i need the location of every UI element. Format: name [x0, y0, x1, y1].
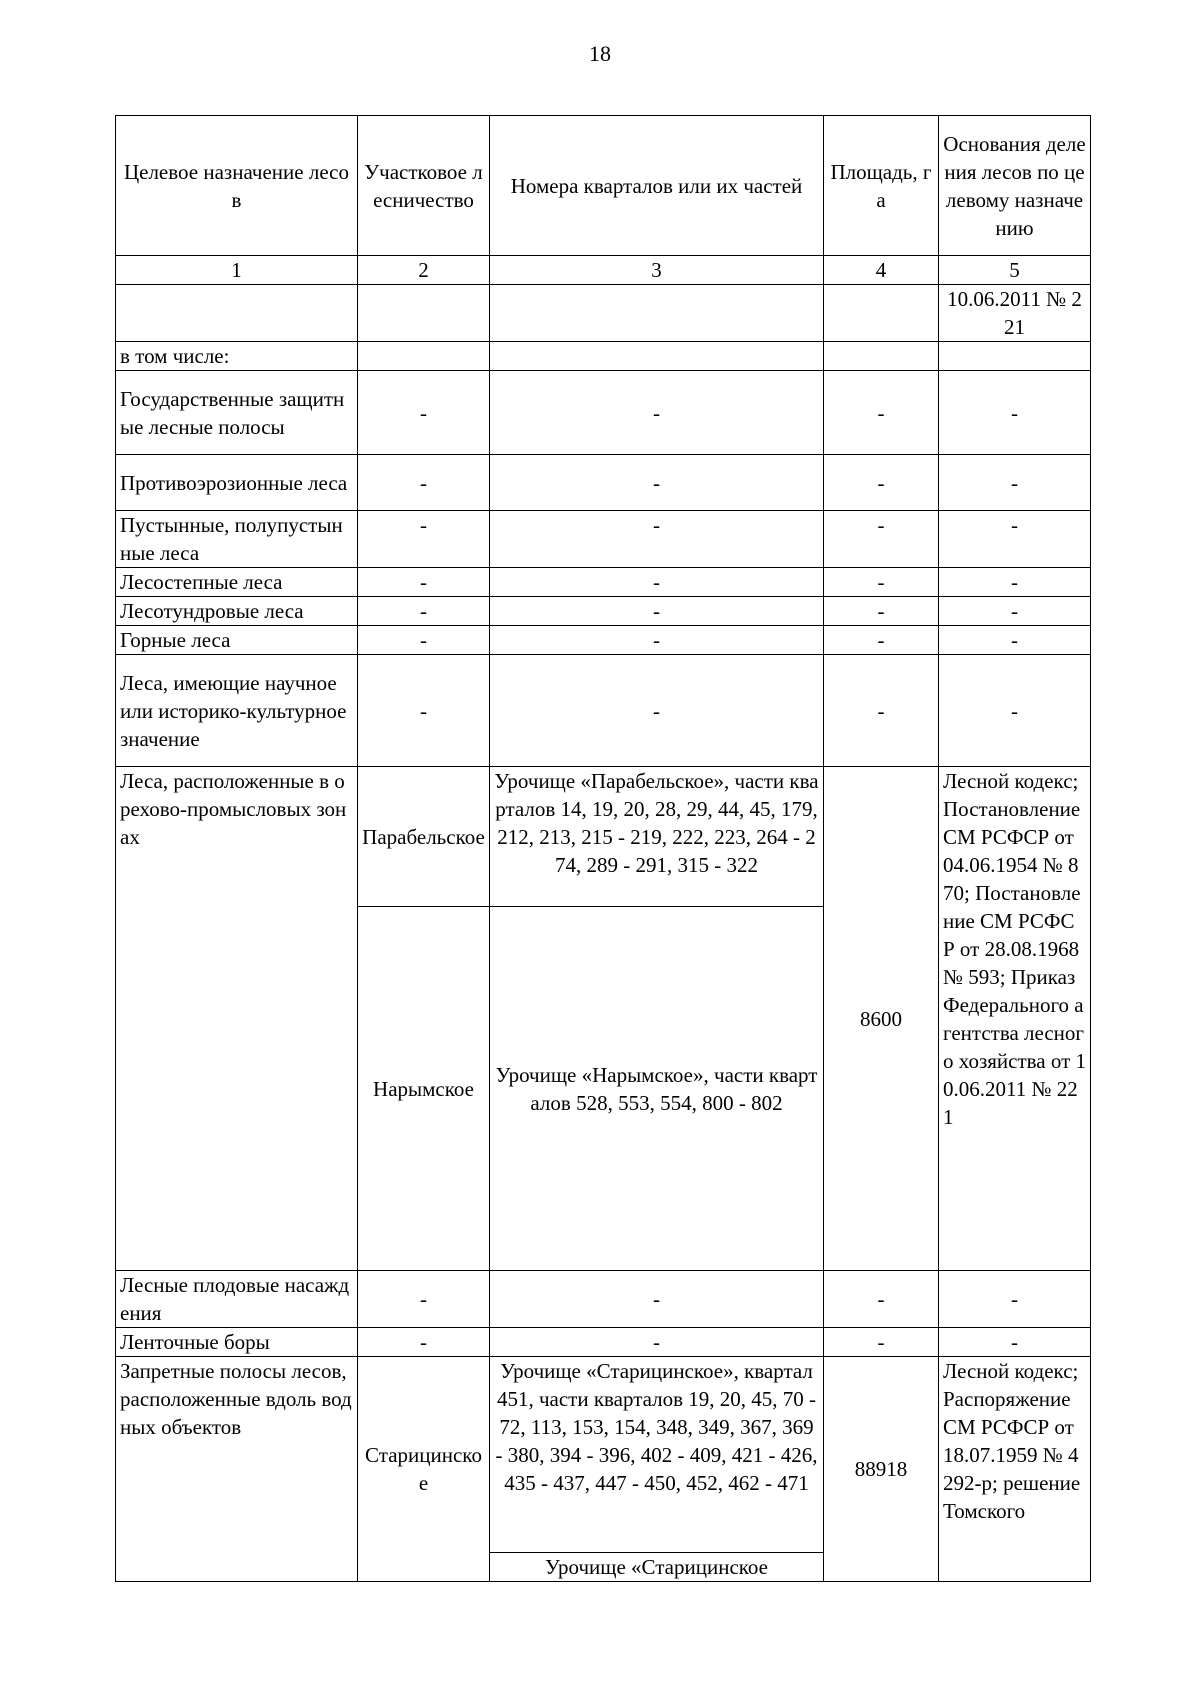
col-number-5: 5: [939, 256, 1091, 285]
table-row: [116, 1328, 1091, 1357]
column-number-row: [116, 256, 1091, 285]
basis-cell: -: [939, 511, 1091, 568]
basis-cell: Лесной кодекс; Постановление СМ РСФСР от 04.06.1954 № 870; Постановление СМ РСФСР от 28.08.1968 № 593; Приказ Федерального агентства лесного хозяйства от 10.06.2011 № 221: [939, 767, 1091, 1271]
purpose-cell: Лесотундровые леса: [116, 597, 358, 626]
col-number-4: 4: [824, 256, 939, 285]
col-number-2: 2: [358, 256, 490, 285]
basis-cell: -: [939, 1328, 1091, 1357]
area-cell: -: [824, 511, 939, 568]
quarters-cell: Урочище «Старицинское», квартал 451, части кварталов 19, 20, 45, 70 - 72, 113, 153, 154, 348, 349, 367, 369 - 380, 394 - 396, 402 - 409, 421 - 426, 435 - 437, 447 - 450, 452, 462 - 471: [490, 1357, 824, 1553]
table-row: [116, 767, 1091, 907]
area-cell: -: [824, 1271, 939, 1328]
purpose-cell: в том числе:: [116, 342, 358, 371]
header-purpose: Целевое назначение лесов: [116, 116, 358, 256]
area-cell: -: [824, 597, 939, 626]
basis-cell: -: [939, 626, 1091, 655]
area-cell: -: [824, 568, 939, 597]
basis-cell: -: [939, 655, 1091, 767]
col-number-3: 3: [490, 256, 824, 285]
table-row: [116, 1357, 1091, 1553]
basis-cell: -: [939, 568, 1091, 597]
forestry-cell: -: [358, 597, 490, 626]
forestry-cell: -: [358, 1271, 490, 1328]
table-row: [116, 655, 1091, 767]
area-cell: -: [824, 655, 939, 767]
basis-cell: -: [939, 455, 1091, 511]
purpose-cell: Леса, имеющие научное или историко-культурное значение: [116, 655, 358, 767]
quarters-cell: -: [490, 626, 824, 655]
quarters-cell: -: [490, 511, 824, 568]
quarters-cell: -: [490, 455, 824, 511]
quarters-cell: Урочище «Парабельское», части кварталов 14, 19, 20, 28, 29, 44, 45, 179, 212, 213, 215 - 219, 222, 223, 264 - 274, 289 - 291, 315 - 322: [490, 767, 824, 907]
area-cell: 8600: [824, 767, 939, 1271]
table-row: [116, 371, 1091, 455]
forestry-cell: -: [358, 371, 490, 455]
quarters-cell: Урочище «Нарымское», части кварталов 528, 553, 554, 800 - 802: [490, 907, 824, 1271]
quarters-cell: -: [490, 371, 824, 455]
quarters-cell: -: [490, 597, 824, 626]
table-row: [116, 568, 1091, 597]
purpose-cell: Леса, расположенные в орехово-промысловых зонах: [116, 767, 358, 1271]
basis-cell: 10.06.2011 № 221: [939, 285, 1091, 342]
purpose-cell: Лесостепные леса: [116, 568, 358, 597]
forestry-cell: -: [358, 1328, 490, 1357]
basis-cell: -: [939, 371, 1091, 455]
area-cell: 88918: [824, 1357, 939, 1582]
forestry-cell: -: [358, 626, 490, 655]
table-row: [116, 455, 1091, 511]
purpose-cell: Пустынные, полупустынные леса: [116, 511, 358, 568]
quarters-cell: -: [490, 568, 824, 597]
table-row: [116, 597, 1091, 626]
header-basis: Основания деления лесов по целевому назначению: [939, 116, 1091, 256]
quarters-cell: -: [490, 655, 824, 767]
header-forestry: Участковое лесничество: [358, 116, 490, 256]
purpose-cell: Запретные полосы лесов, расположенные вдоль водных объектов: [116, 1357, 358, 1582]
table-row: [116, 285, 1091, 342]
header-area: Площадь, га: [824, 116, 939, 256]
purpose-cell: Государственные защитные лесные полосы: [116, 371, 358, 455]
header-quarters: Номера кварталов или их частей: [490, 116, 824, 256]
col-number-1: 1: [116, 256, 358, 285]
basis-cell: -: [939, 1271, 1091, 1328]
forestry-cell: -: [358, 511, 490, 568]
page-number: 18: [589, 41, 611, 66]
area-cell: -: [824, 371, 939, 455]
area-cell: -: [824, 1328, 939, 1357]
table-row: [116, 342, 1091, 371]
header-row: [116, 116, 1091, 256]
forestry-cell: Старицинское: [358, 1357, 490, 1582]
area-cell: -: [824, 626, 939, 655]
purpose-cell: Противоэрозионные леса: [116, 455, 358, 511]
quarters-cell: -: [490, 1328, 824, 1357]
purpose-cell: Лесные плодовые насаждения: [116, 1271, 358, 1328]
purpose-cell: Ленточные боры: [116, 1328, 358, 1357]
forestry-cell: Нарымское: [358, 907, 490, 1271]
forestry-cell: -: [358, 455, 490, 511]
quarters-cell: Урочище «Старицинское: [490, 1553, 824, 1582]
purpose-cell: Горные леса: [116, 626, 358, 655]
basis-cell: -: [939, 597, 1091, 626]
table-row: [116, 511, 1091, 568]
forestry-cell: -: [358, 655, 490, 767]
area-cell: -: [824, 455, 939, 511]
quarters-cell: -: [490, 1271, 824, 1328]
table-row: [116, 626, 1091, 655]
forestry-cell: -: [358, 568, 490, 597]
forestry-cell: Парабельское: [358, 767, 490, 907]
forest-purpose-table: [115, 115, 1091, 1582]
basis-cell: Лесной кодекс; Распоряжение СМ РСФСР от 18.07.1959 № 4292-р; решение Томского: [939, 1357, 1091, 1582]
table-row: [116, 1271, 1091, 1328]
